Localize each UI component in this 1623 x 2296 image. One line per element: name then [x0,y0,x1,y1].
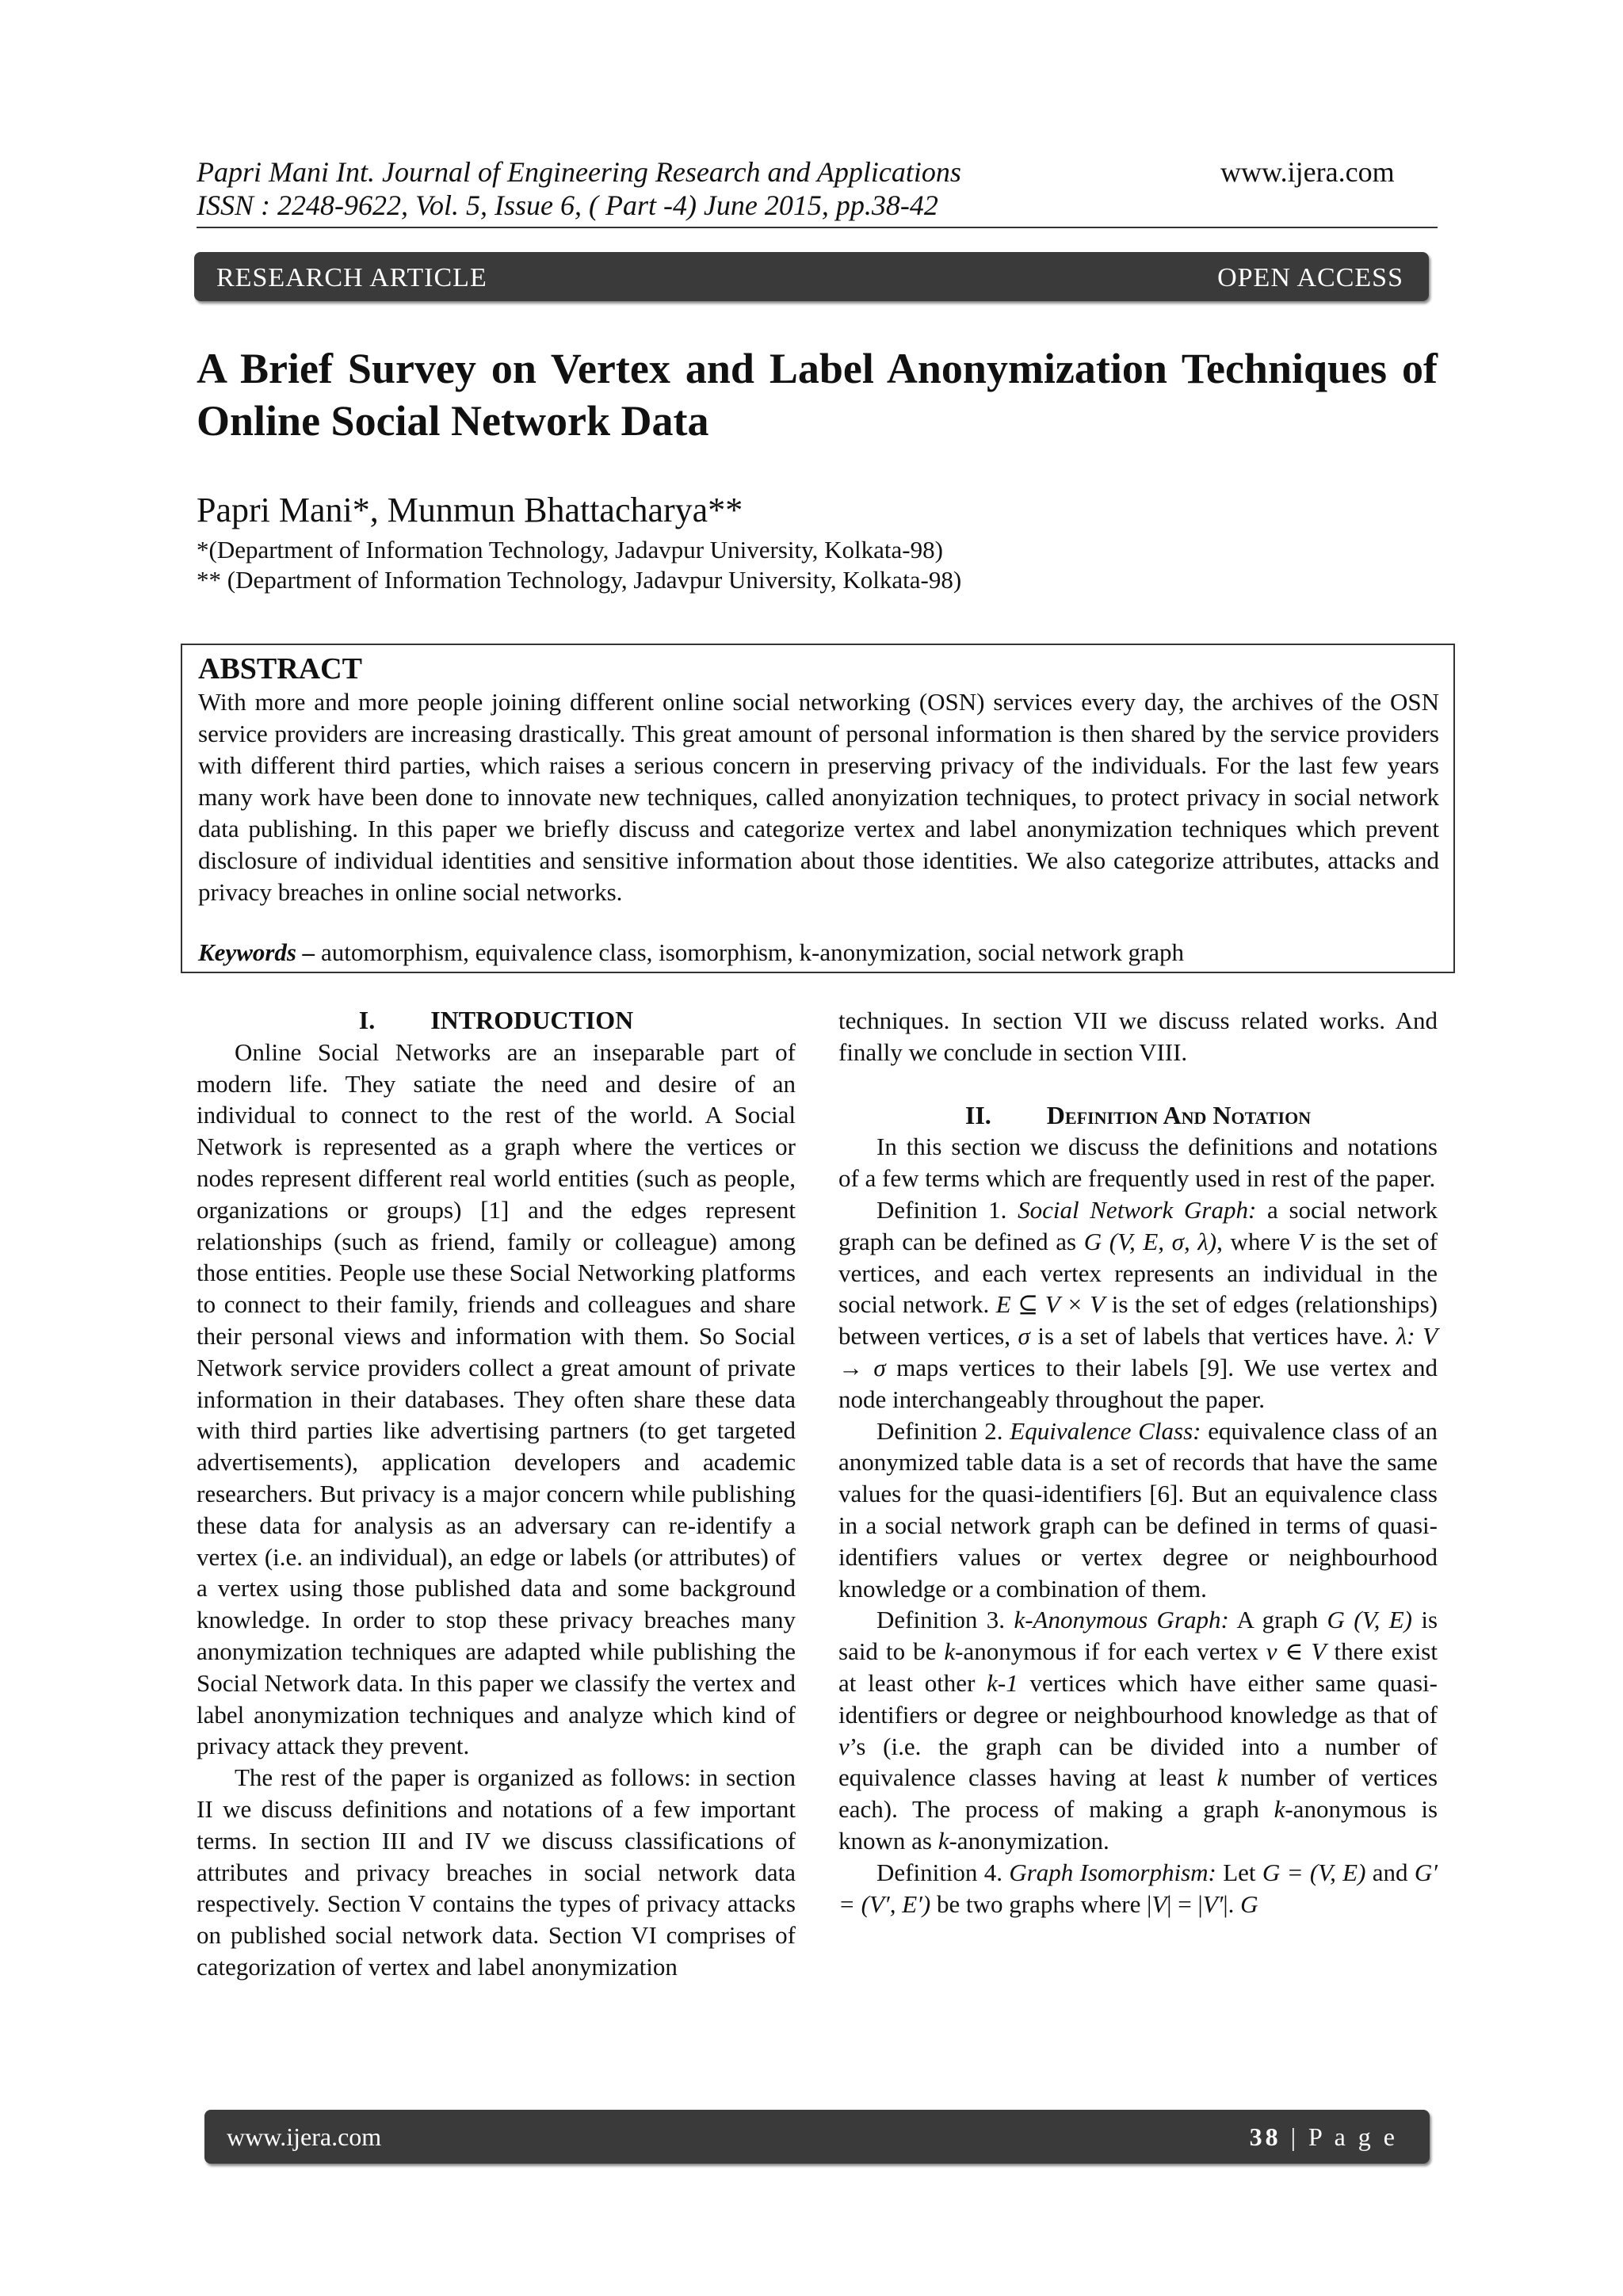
header-rule [197,227,1438,228]
intro-continuation: techniques. In section VII we discuss related works. And finally we conclude in section VIII. [838,1007,1438,1066]
definition-3: Definition 3. k-Anonymous Graph: A graph G (V, E) is said to be k-anonymous if for each vertex v ∈ V there exist at least other k-1 vertices which have either same quasi-identifiers or degree or neighbourhood knowledge as that of v’s (i.e. the graph can be divided into a number of equivalence classes having at least k number of vertices each). The process of making a graph k-anonymous is known as k-anonymization. [838,1606,1438,1855]
section-title: INTRODUCTION [430,1006,634,1034]
affiliation-1: *(Department of Information Technology, Jadavpur University, Kolkata-98) [197,536,943,563]
journal-title: Papri Mani Int. Journal of Engineering Research and Applications [197,156,961,188]
abstract-box [181,644,1455,973]
abstract-text: With more and more people joining different online social networking (OSN) services every day, the archives of the OSN service providers are increasing drastically. This great amount of personal information is then shared by the service providers with different third parties, which raises a serious concern in preserving privacy of the individuals. For the last few years many work have been done to innovate new techniques, called anonyization techniques, to protect privacy in social network data publishing. In this paper we briefly discuss and categorize vertex and label anonymization techniques which prevent disclosure of individual identities and sensitive information about those identities. We also categorize attributes, attacks and privacy breaches in online social networks. [198,688,1439,906]
research-article-label: RESEARCH ARTICLE [216,263,487,292]
paper-title: A Brief Survey on Vertex and Label Anonymization Techniques of Online Social Network Data [197,345,1438,445]
abstract-heading: ABSTRACT [198,652,362,686]
left-column [197,1005,796,1983]
definitions-intro: In this section we discuss the definitions and notations of a few terms which are frequently used in rest of the paper. [838,1133,1438,1193]
page-number: 38 | P a g e [1249,2122,1398,2151]
article-type-banner [194,252,1429,301]
affiliation-2: ** (Department of Information Technology, Jadavpur University, Kolkata-98) [197,566,962,594]
keywords-list: automorphism, equivalence class, isomorphism, k-anonymization, social network graph [321,938,1185,966]
definition-1: Definition 1. Social Network Graph: a social network graph can be defined as G (V, E, σ, λ), where V is the set of vertices, and each vertex represents an individual in the social network. E ⊆ V × V is the set of edges (relationships) between vertices, σ is a set of labels that vertices have. λ: V → σ maps vertices to their labels [9]. We use vertex and node interchangeably throughout the paper. [838,1195,1438,1413]
intro-paragraph-2: The rest of the paper is organized as follows: in section II we discuss definitions and notations of a few important terms. In section III and IV we discuss classifications of attributes and privacy breaches in social network data respectively. Section V contains the types of privacy attacks on published social network data. Section VI comprises of categorization of vertex and label anonymization [197,1763,796,1981]
intro-paragraph-1: Online Social Networks are an inseparable part of modern life. They satiate the need and desire of an individual to connect to the rest of the world. A Social Network is represented as a graph where the vertices or nodes represent different real world entities (such as people, organizations or groups) [1] and the edges represent relationships (such as friend, family or colleague) among those entities. People use these Social Networking platforms to connect to their family, friends and colleagues and share their personal views and information with them. So Social Network service providers collect a great amount of private information in their databases. They often share these data with third parties like advertising partners (to get targeted advertisements), application developers and academic researchers. But privacy is a major concern while publishing these data for analysis as an adversary can re-identify a vertex (i.e. an individual), an edge or labels (or attributes) of a vertex using those published data and some background knowledge. In order to stop these privacy breaches many anonymization techniques are adapted while publishing the Social Network data. In this paper we classify the vertex and label anonymization techniques and analyze which kind of privacy attack they prevent. [197,1037,796,1760]
authors: Papri Mani*, Munmun Bhattacharya** [197,491,743,529]
definition-2: Definition 2. Equivalence Class: equivalence class of an anonymized table data is a set of records that have the same values for the quasi-identifiers [6]. But an equivalence class in a social network graph can be defined in terms of quasi-identifiers values or vertex degree or neighbourhood knowledge or a combination of them. [838,1416,1438,1603]
footer-bar [204,2110,1430,2164]
issn-line: ISSN : 2248-9622, Vol. 5, Issue 6, ( Part -4) June 2015, pp.38-42 [197,189,938,221]
section-heading-definitions [838,1100,1438,1132]
keywords-line [198,938,1184,967]
right-column [838,1005,1438,1920]
section-number: II. [964,1100,991,1129]
section-title: Definition And Notation [1046,1100,1312,1129]
definition-4: Definition 4. Graph Isomorphism: Let G = (V, E) and G′ = (V′, E′) be two graphs where |V| = |V′|. G [838,1858,1438,1918]
section-number: I. [358,1006,376,1034]
journal-website[interactable]: www.ijera.com [1220,156,1395,188]
keywords-label: Keywords – [198,938,315,966]
open-access-label: OPEN ACCESS [1217,263,1403,292]
section-heading-introduction [197,1005,796,1037]
footer-website[interactable]: www.ijera.com [227,2122,382,2151]
